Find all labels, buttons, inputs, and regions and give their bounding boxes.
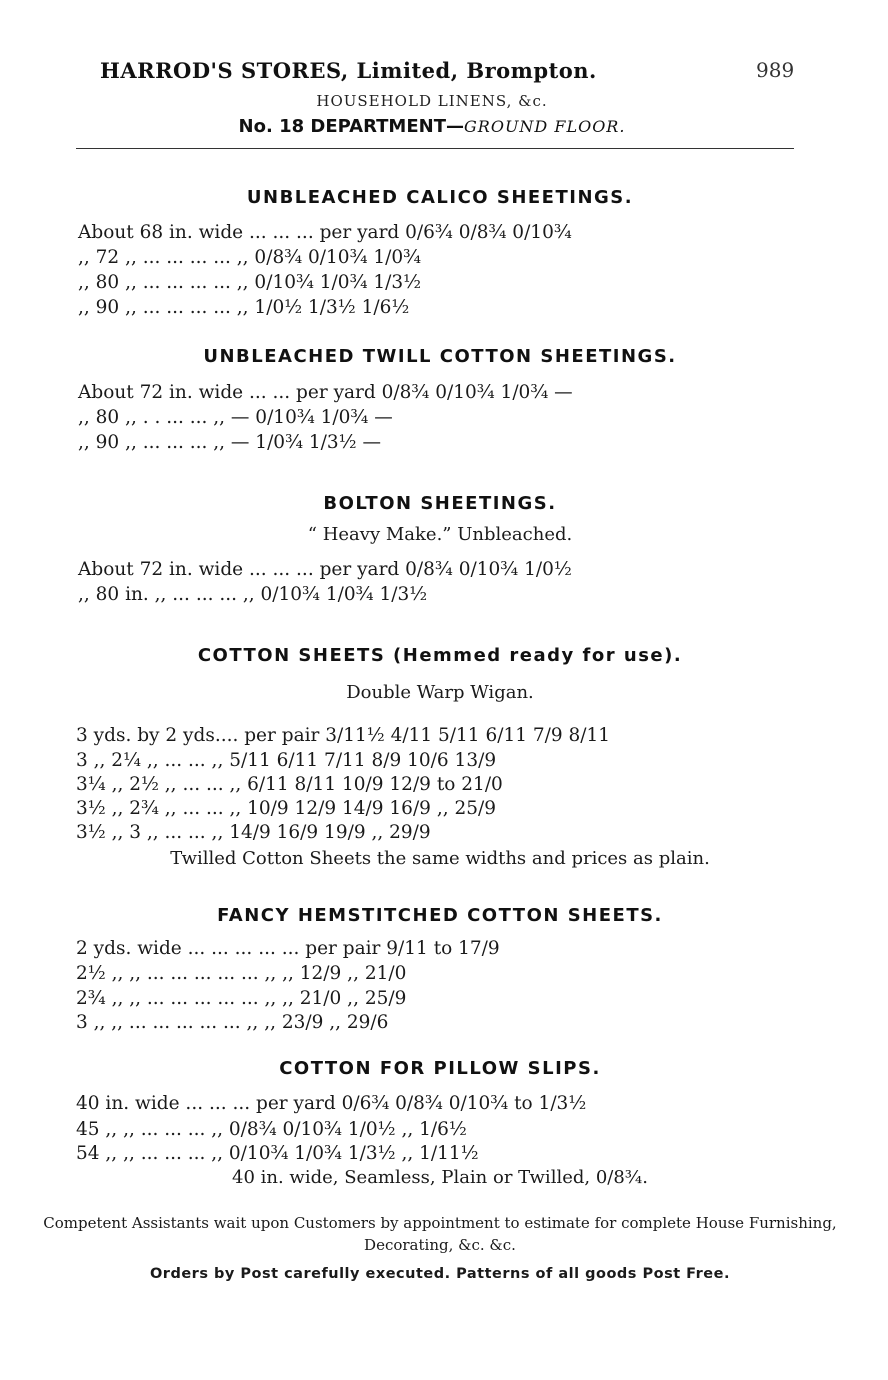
assistants-notice: Competent Assistants wait upon Customers by appointment to estimate for complete House Furnishing, Decorating, &c. &c. — [43, 1214, 837, 1254]
twill-heading: UNBLEACHED TWILL COTTON SHEETINGS. — [203, 346, 677, 367]
pillow-row: 45 ,, ,, ... ... ... ,, 0/8¾ 0/10¾ 1/0½ ,, 1/6½ — [76, 1119, 467, 1140]
hemstitched-row: 2½ ,, ,, ... ... ... ... ... ,, ,, 12/9 ,, 21/0 — [76, 963, 407, 984]
cotton-sheets-row: 3¼ ,, 2½ ,, ... ... ,, 6/11 8/11 10/9 12/9 to 21/0 — [76, 774, 503, 795]
cotton-sheets-row: 3½ ,, 2¾ ,, ... ... ,, 10/9 12/9 14/9 16/9 ,, 25/9 — [76, 798, 497, 819]
page-number: 989 — [756, 58, 795, 82]
twill-row: ,, 90 ,, ... ... ... ,, — 1/0¾ 1/3½ — — [78, 432, 381, 453]
calico-row: ,, 72 ,, ... ... ... ... ,, 0/8¾ 0/10¾ 1/0¾ — [78, 247, 422, 268]
bolton-subtitle: “ Heavy Make.” Unbleached. — [307, 524, 573, 545]
pillow-row: 54 ,, ,, ... ... ... ,, 0/10¾ 1/0¾ 1/3½ ,, 1/11½ — [76, 1143, 479, 1164]
cotton-sheets-subtitle: Double Warp Wigan. — [346, 682, 534, 703]
section-subtitle: HOUSEHOLD LINENS, &c. — [316, 92, 548, 110]
hemstitched-row: 3 ,, ,, ... ... ... ... ... ,, ,, 23/9 ,, 29/6 — [76, 1012, 389, 1033]
store-title: HARROD'S STORES, Limited, Brompton. — [100, 58, 597, 83]
orders-notice: Orders by Post carefully executed. Patterns of all goods Post Free. — [149, 1266, 730, 1282]
hemstitched-row: 2¾ ,, ,, ... ... ... ... ... ,, ,, 21/0 ,, 25/9 — [76, 988, 407, 1009]
cotton-sheets-row: 3 ,, 2¼ ,, ... ... ,, 5/11 6/11 7/11 8/9 10/6 13/9 — [76, 750, 497, 771]
pillow-row: 40 in. wide ... ... ... per yard 0/6¾ 0/8¾ 0/10¾ to 1/3½ — [76, 1093, 587, 1114]
hemstitched-row: 2 yds. wide ... ... ... ... ... per pair 9/11 to 17/9 — [76, 938, 500, 959]
department-line — [0, 116, 864, 137]
pillow-note: 40 in. wide, Seamless, Plain or Twilled, 0/8¾. — [232, 1167, 648, 1188]
cotton-sheets-note: Twilled Cotton Sheets the same widths and prices as plain. — [170, 848, 710, 869]
bolton-row: About 72 in. wide ... ... ... per yard 0/8¾ 0/10¾ 1/0½ — [78, 559, 572, 580]
bolton-row: ,, 80 in. ,, ... ... ... ,, 0/10¾ 1/0¾ 1/3½ — [78, 584, 428, 605]
twill-row: About 72 in. wide ... ... per yard 0/8¾ 0/10¾ 1/0¾ — — [78, 382, 573, 403]
calico-heading: UNBLEACHED CALICO SHEETINGS. — [246, 187, 634, 208]
header-rule — [76, 148, 794, 149]
calico-row: ,, 90 ,, ... ... ... ... ,, 1/0½ 1/3½ 1/6½ — [78, 297, 410, 318]
department-floor: GROUND FLOOR. — [464, 117, 626, 136]
cotton-sheets-row: 3 yds. by 2 yds.... per pair 3/11½ 4/11 5/11 6/11 7/9 8/11 — [76, 725, 611, 746]
cotton-sheets-heading: COTTON SHEETS (Hemmed ready for use). — [197, 645, 683, 666]
calico-row: About 68 in. wide ... ... ... per yard 0/6¾ 0/8¾ 0/10¾ — [78, 222, 572, 243]
department-prefix: No. 18 DEPARTMENT— — [238, 116, 464, 137]
bolton-heading: BOLTON SHEETINGS. — [323, 493, 557, 514]
calico-row: ,, 80 ,, ... ... ... ... ,, 0/10¾ 1/0¾ 1/3½ — [78, 272, 422, 293]
hemstitched-heading: FANCY HEMSTITCHED COTTON SHEETS. — [217, 905, 663, 926]
pillow-heading: COTTON FOR PILLOW SLIPS. — [279, 1058, 601, 1079]
twill-row: ,, 80 ,, . . ... ... ,, — 0/10¾ 1/0¾ — — [78, 407, 393, 428]
cotton-sheets-row: 3½ ,, 3 ,, ... ... ,, 14/9 16/9 19/9 ,, 29/9 — [76, 822, 431, 843]
